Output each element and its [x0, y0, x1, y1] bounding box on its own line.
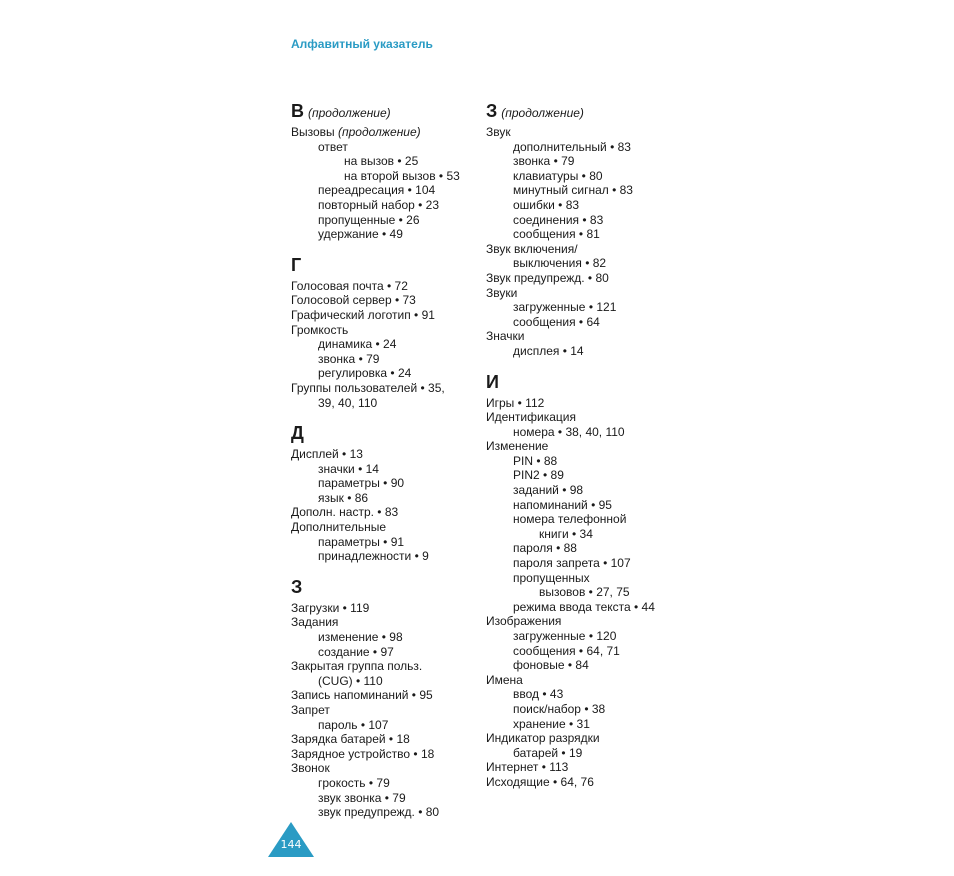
index-entry	[291, 776, 491, 791]
index-entry-text: клавиатуры • 80	[513, 168, 603, 183]
index-entry	[486, 271, 686, 286]
index-entry	[486, 315, 686, 330]
index-entry-text: Голосовая почта • 72	[291, 278, 408, 293]
index-entry-text: повторный набор • 23	[318, 197, 440, 212]
index-entry	[291, 279, 491, 294]
index-entry-text: регулировка • 24	[318, 366, 412, 381]
index-entry	[486, 454, 686, 469]
index-entry	[486, 213, 686, 228]
index-entry-text: вызовов • 27, 75	[539, 585, 630, 600]
section-heading	[486, 371, 686, 396]
index-entry-text: звонка • 79	[318, 351, 380, 366]
index-entry	[486, 702, 686, 717]
index-entry-text: поиск/набор • 38	[513, 701, 606, 716]
index-entry	[486, 512, 686, 527]
section-heading	[486, 100, 686, 125]
section-letter: З	[486, 101, 498, 121]
index-entry-text: PIN2 • 89	[513, 468, 564, 483]
index-entry-text: фоновые • 84	[513, 658, 589, 673]
index-entry-text: дополнительный • 83	[513, 139, 631, 154]
index-entry	[486, 396, 686, 411]
page-number: 144	[280, 838, 302, 851]
section-letter: Г	[291, 254, 302, 275]
index-entry	[486, 125, 686, 140]
index-entry-text: пароля • 88	[513, 541, 577, 556]
index-entry	[291, 659, 491, 674]
index-entry-text: хранение • 31	[513, 716, 590, 731]
index-entry-text: пропущенные • 26	[318, 212, 420, 227]
index-entry-text: Графический логотип • 91	[291, 307, 435, 322]
index-entry	[486, 585, 686, 600]
index-entry-text: звук предупрежд. • 80	[318, 805, 440, 820]
index-entry-text: выключения • 82	[513, 256, 607, 271]
index-entry	[291, 462, 491, 477]
index-entry-text: принадлежности • 9	[318, 549, 429, 564]
index-entry-text: Громкость	[291, 322, 349, 337]
index-entry	[291, 747, 491, 762]
index-entry	[486, 410, 686, 425]
index-entry	[291, 703, 491, 718]
index-entry	[486, 140, 686, 155]
index-entry	[486, 731, 686, 746]
index-entry-text: Зарядное устройство • 18	[291, 746, 435, 761]
index-entry	[486, 541, 686, 556]
index-entry-text: переадресация • 104	[318, 183, 436, 198]
index-entry	[486, 571, 686, 586]
section-heading	[291, 100, 491, 125]
index-entry	[486, 286, 686, 301]
index-entry	[291, 601, 491, 616]
index-column-left	[291, 100, 491, 832]
index-entry-text: Игры • 112	[486, 395, 545, 410]
index-entry-text: Вызовы	[291, 125, 339, 139]
index-entry-text: Интернет • 113	[486, 760, 569, 775]
section-heading	[291, 422, 491, 447]
index-column-right	[486, 100, 686, 802]
index-entry	[291, 535, 491, 550]
index-entry-text: Звук	[486, 125, 511, 139]
index-entry-text: батарей • 19	[513, 745, 583, 760]
index-entry	[486, 439, 686, 454]
index-entry	[291, 520, 491, 535]
index-entry	[486, 227, 686, 242]
index-entry-text: ввод • 43	[513, 687, 564, 702]
index-entry-text: напоминаний • 95	[513, 497, 612, 512]
index-entry	[291, 183, 491, 198]
index-entry-text: пароль • 107	[318, 717, 389, 732]
index-entry-text: значки • 14	[318, 461, 379, 476]
index-entry-text: пропущенных	[513, 570, 590, 585]
index-entry-text: звук звонка • 79	[318, 790, 406, 805]
index-entry-text: язык • 86	[318, 490, 369, 505]
index-entry-text: звонка • 79	[513, 154, 575, 169]
index-section	[486, 100, 686, 359]
index-entry	[486, 644, 686, 659]
index-entry-text: ошибки • 83	[513, 197, 580, 212]
index-entry	[291, 169, 491, 184]
index-entry	[291, 791, 491, 806]
section-continued-note: (продолжение)	[308, 106, 391, 120]
index-entry	[291, 549, 491, 564]
index-entry-text: Запрет	[291, 703, 330, 717]
index-entry	[291, 674, 491, 689]
index-entry-text: создание • 97	[318, 644, 394, 659]
index-entry-text: параметры • 91	[318, 534, 405, 549]
section-heading	[291, 576, 491, 601]
index-entry-text: сообщения • 81	[513, 227, 600, 242]
index-section	[291, 576, 491, 820]
index-entry	[291, 293, 491, 308]
index-entry-text: Звук включения/	[486, 241, 578, 256]
index-entry	[486, 746, 686, 761]
index-entry-text: PIN • 88	[513, 453, 558, 468]
index-entry	[486, 687, 686, 702]
section-letter: Д	[291, 423, 304, 444]
index-entry	[291, 645, 491, 660]
index-entry	[486, 169, 686, 184]
index-entry	[291, 630, 491, 645]
index-entry	[486, 344, 686, 359]
index-entry-text: 39, 40, 110	[318, 395, 378, 410]
index-entry-text: Группы пользователей • 35,	[291, 380, 445, 395]
index-entry-text: изменение • 98	[318, 630, 403, 645]
index-section	[486, 371, 686, 790]
index-entry-text: сообщения • 64, 71	[513, 643, 620, 658]
running-head-title: Алфавитный указатель	[291, 37, 433, 51]
index-entry-text: грокость • 79	[318, 775, 390, 790]
section-heading	[291, 254, 491, 279]
index-entry	[291, 718, 491, 733]
index-entry	[291, 125, 491, 140]
section-letter: З	[291, 576, 303, 597]
index-entry	[291, 154, 491, 169]
index-entry-text: книги • 34	[539, 526, 593, 541]
index-entry	[486, 468, 686, 483]
index-entry	[486, 556, 686, 571]
index-entry	[291, 396, 491, 411]
index-entry	[486, 154, 686, 169]
index-entry	[486, 658, 686, 673]
index-entry	[486, 242, 686, 257]
index-entry-text: Дисплей • 13	[291, 447, 363, 462]
index-entry	[486, 483, 686, 498]
index-entry	[291, 308, 491, 323]
index-entry-text: динамика • 24	[318, 337, 397, 352]
index-entry-text: номера телефонной	[513, 512, 627, 527]
index-entry	[486, 198, 686, 213]
index-entry-text: удержание • 49	[318, 227, 403, 242]
index-entry-text: Изображения	[486, 614, 562, 629]
index-entry-text: Загрузки • 119	[291, 600, 370, 615]
section-letter: И	[486, 371, 499, 392]
index-entry	[291, 476, 491, 491]
index-entry-text: пароля запрета • 107	[513, 556, 631, 571]
index-entry-text: загруженные • 120	[513, 629, 617, 643]
index-entry	[486, 600, 686, 615]
index-entry-text: заданий • 98	[513, 483, 584, 498]
index-entry	[486, 629, 686, 644]
index-entry	[486, 760, 686, 775]
index-entry-text: ответ	[318, 139, 348, 154]
section-letter: В	[291, 101, 304, 121]
index-entry-text: (CUG) • 110	[318, 673, 383, 688]
section-continued-note: (продолжение)	[501, 106, 584, 120]
index-entry-text: Закрытая группа польз.	[291, 659, 423, 674]
index-entry-text: соединения • 83	[513, 212, 604, 227]
index-entry-text: сообщения • 64	[513, 314, 600, 329]
index-entry	[291, 366, 491, 381]
index-entry-text: на вызов • 25	[344, 154, 419, 169]
index-entry	[486, 498, 686, 513]
index-entry-text: параметры • 90	[318, 476, 405, 491]
index-section	[291, 254, 491, 410]
index-entry	[291, 213, 491, 228]
index-entry	[291, 491, 491, 506]
index-entry-text: Голосовой сервер • 73	[291, 293, 416, 308]
index-entry-text: загруженные • 121	[513, 300, 617, 315]
index-entry-text: Зарядка батарей • 18	[291, 732, 410, 747]
index-entry-text: дисплея • 14	[513, 343, 584, 358]
index-entry-text: Запись напоминаний • 95	[291, 688, 433, 703]
index-section	[291, 100, 491, 242]
index-entry-text: режима ввода текста • 44	[513, 599, 655, 614]
index-entry	[291, 381, 491, 396]
index-section	[291, 422, 491, 564]
index-entry-continued-note: (продолжение)	[338, 125, 421, 139]
index-entry	[486, 329, 686, 344]
index-entry	[486, 256, 686, 271]
index-entry	[291, 447, 491, 462]
index-entry-text: Индикатор разрядки	[486, 731, 600, 746]
index-entry	[291, 615, 491, 630]
index-entry-text: Значки	[486, 329, 525, 344]
index-entry-text: Звук предупрежд. • 80	[486, 270, 609, 285]
index-entry	[291, 227, 491, 242]
index-entry-text: Задания	[291, 615, 339, 630]
index-entry-text: номера • 38, 40, 110	[513, 424, 625, 439]
index-entry	[291, 505, 491, 520]
index-entry	[486, 673, 686, 688]
index-entry	[291, 805, 491, 820]
index-entry-text: Звонок	[291, 761, 330, 776]
index-entry-text: Звуки	[486, 285, 518, 300]
index-entry-text: Имена	[486, 672, 523, 687]
index-entry	[291, 140, 491, 155]
index-entry	[291, 352, 491, 367]
index-entry-text: Дополнительные	[291, 520, 386, 535]
index-entry	[486, 300, 686, 315]
index-entry	[291, 198, 491, 213]
index-entry-text: на второй вызов • 53	[344, 168, 460, 183]
index-entry	[486, 717, 686, 732]
index-entry	[291, 323, 491, 338]
index-entry-text: минутный сигнал • 83	[513, 183, 633, 198]
page-number-badge	[268, 822, 314, 857]
index-entry-text: Идентификация	[486, 410, 576, 425]
index-entry	[291, 732, 491, 747]
index-entry	[291, 761, 491, 776]
index-entry-text: Дополн. настр. • 83	[291, 505, 399, 520]
index-entry-text: Исходящие • 64, 76	[486, 774, 594, 789]
index-entry	[291, 688, 491, 703]
index-entry	[486, 775, 686, 790]
index-entry	[486, 527, 686, 542]
index-entry	[486, 614, 686, 629]
index-entry-text: Изменение	[486, 439, 549, 454]
index-entry	[486, 183, 686, 198]
index-entry	[486, 425, 686, 440]
index-entry	[291, 337, 491, 352]
